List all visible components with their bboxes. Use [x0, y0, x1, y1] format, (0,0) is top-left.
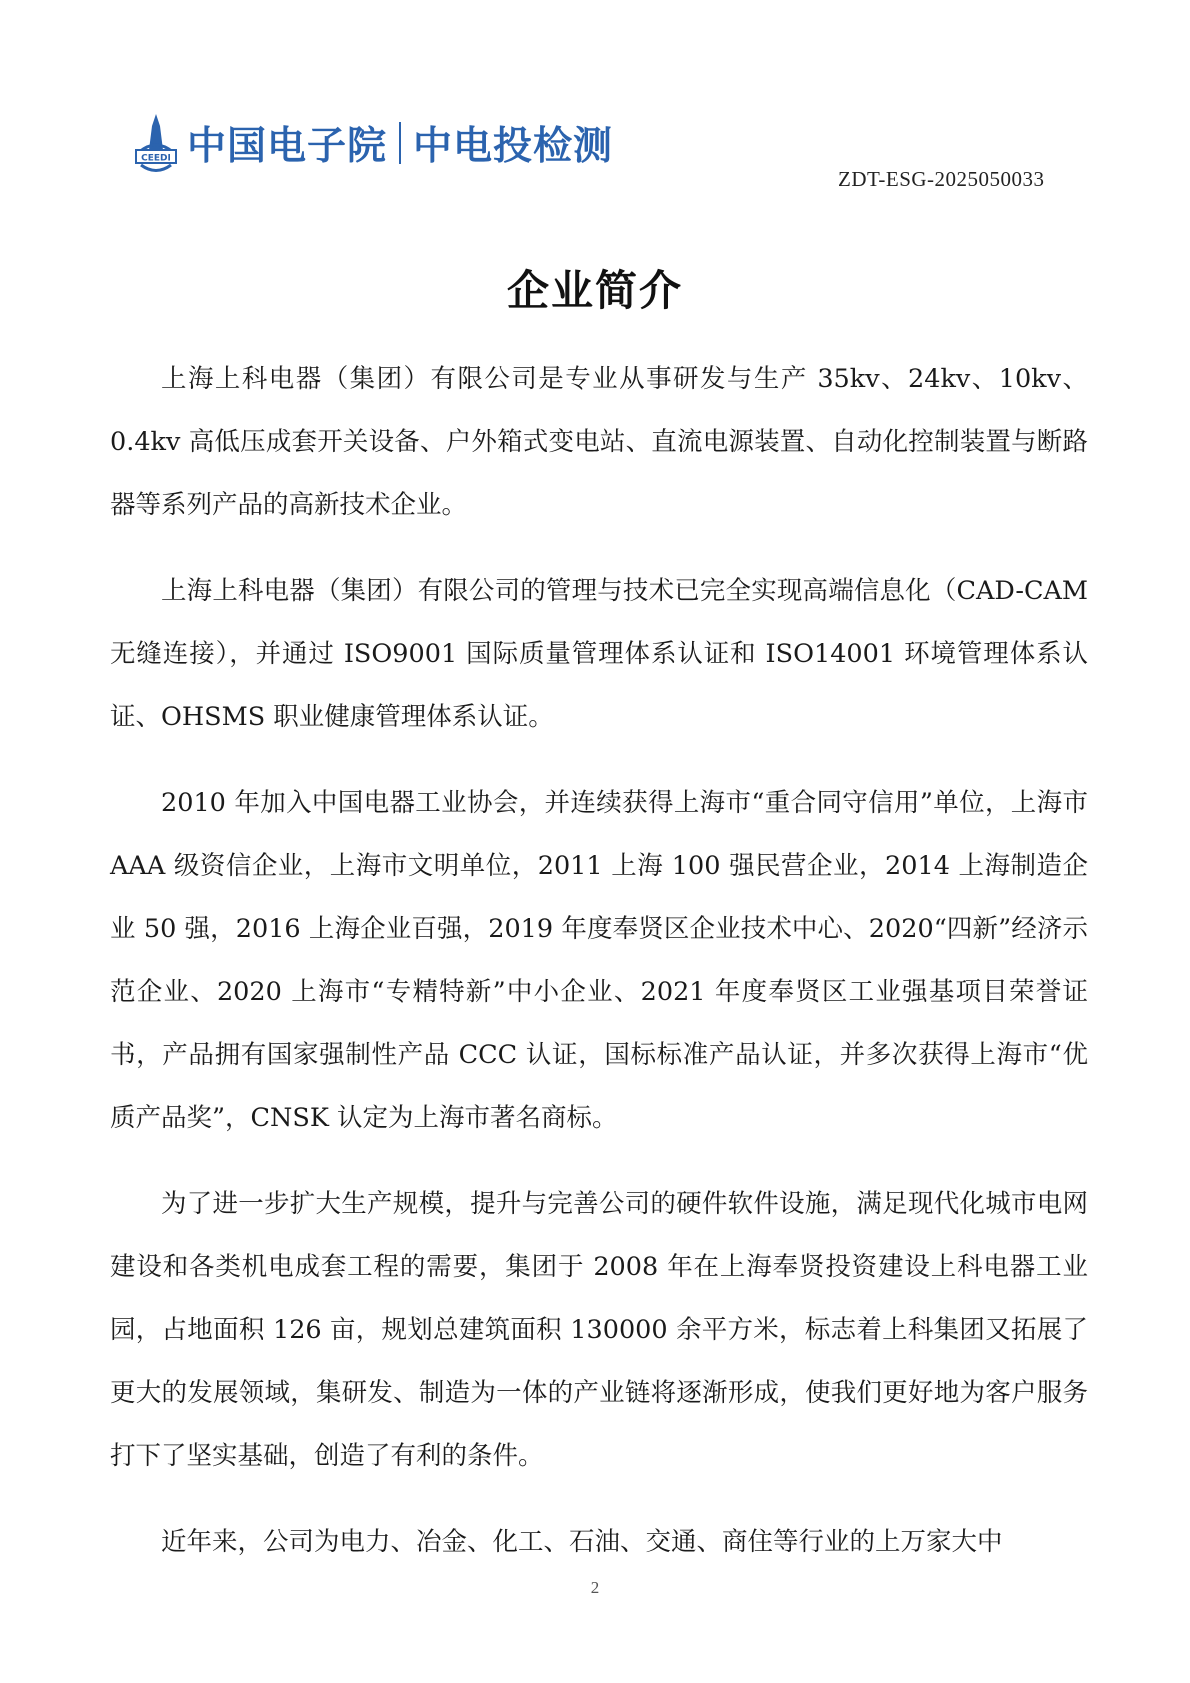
page-title: 企业简介 [506, 266, 683, 315]
page-number: 2 [590, 1578, 600, 1597]
paragraph-certification: 上海上科电器（集团）有限公司的管理与技术已完全实现高端信息化（CAD-CAM 无缝连接），并通过 ISO9001 国际质量管理体系认证和 ISO14001 环境管理体系认证、OHSMS 职业健康管理体系认证。 [110, 576, 1088, 732]
header-logo [133, 108, 613, 178]
brand-divider [399, 122, 401, 164]
paragraph-recent: 近年来，公司为电力、冶金、化工、石油、交通、商住等行业的上万家大中 [161, 1527, 1003, 1557]
ceedi-logo-icon [133, 112, 179, 174]
paragraph-honors: 2010 年加入中国电器工业协会，并连续获得上海市“重合同守信用”单位，上海市 AAA 级资信企业，上海市文明单位，2011 上海 100 强民营企业，2014 上海制造企业 50 强，2016 上海企业百强，2019 年度奉贤区企业技术中心、2020“四新”经济示范企业、2020 上海市“专精特新”中小企业、2021 年度奉贤区工业强基项目荣誉证书，产品拥有国家强制性产品 CCC 认证，国标标准产品认证，并多次获得上海市“优质产品奖”，CNSK 认定为上海市著名商标。 [110, 788, 1088, 1133]
logo-badge-text: CEEDI [141, 153, 171, 164]
document-code: ZDT-ESG-2025050033 [838, 167, 1045, 191]
brand-name-ceedi: 中国电子院 [187, 124, 388, 169]
document-body [110, 348, 1088, 1597]
brand-name-zdt: 中电投检测 [413, 124, 614, 169]
paragraph-expansion: 为了进一步扩大生产规模，提升与完善公司的硬件软件设施，满足现代化城市电网建设和各类机电成套工程的需要，集团于 2008 年在上海奉贤投资建设上科电器工业园，占地面积 126 亩，规划总建筑面积 130000 余平方米，标志着上科集团又拓展了更大的发展领域，集研发、制造为一体的产业链将逐渐形成，使我们更好地为客户服务打下了坚实基础，创造了有利的条件。 [110, 1189, 1088, 1471]
paragraph-intro: 上海上科电器（集团）有限公司是专业从事研发与生产 35kv、24kv、10kv、0.4kv 高低压成套开关设备、户外箱式变电站、直流电源装置、自动化控制装置与断路器等系列产品的高新技术企业。 [110, 364, 1088, 520]
